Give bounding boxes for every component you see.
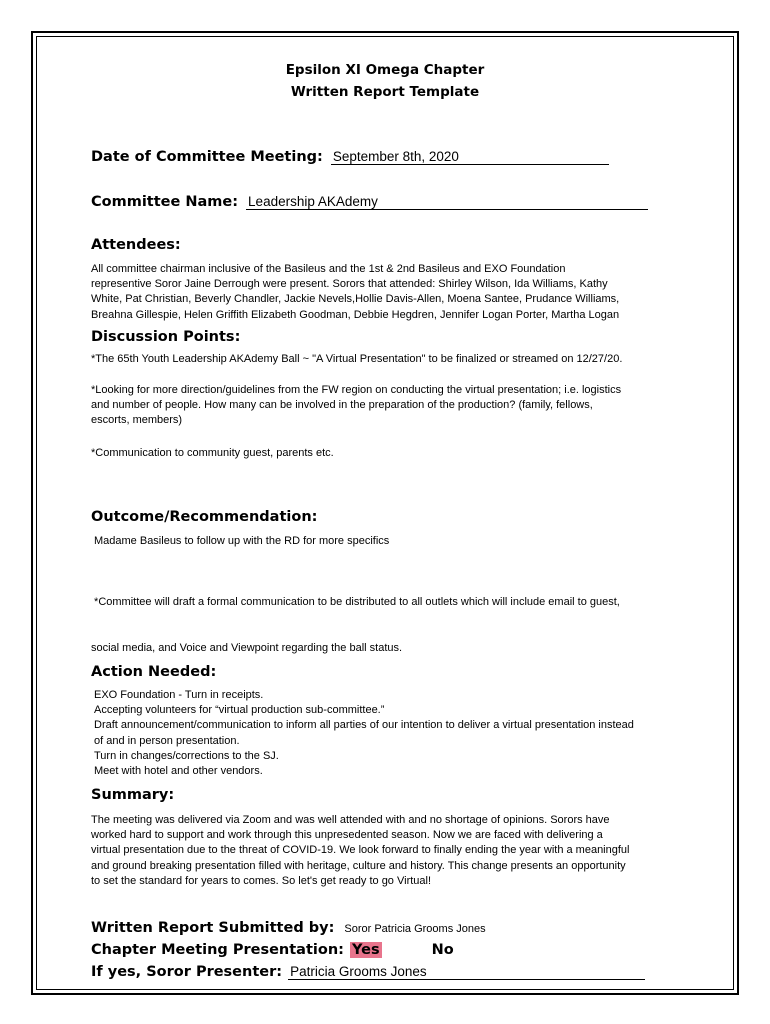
summary-line: virtual presentation due to the threat of COVID-19. We look forward to finally ending the year with a meaningful bbox=[91, 844, 630, 857]
discussion-point-3: *Communication to community guest, parents etc. bbox=[91, 447, 334, 459]
presenter-row bbox=[91, 963, 645, 981]
summary-line: and ground breaking presentation filled with heritage, culture and history. This change presents an opportunity bbox=[91, 859, 626, 872]
template-title: Written Report Template bbox=[290, 84, 480, 100]
presentation-row bbox=[91, 941, 454, 959]
outcome-heading: Outcome/Recommendation: bbox=[91, 509, 318, 525]
presenter-field[interactable]: Patricia Grooms Jones bbox=[288, 964, 645, 980]
action-item: Draft announcement/communication to inform all parties of our intention to deliver a virtual presentation instead bbox=[94, 719, 634, 732]
outcome-line: social media, and Voice and Viewpoint regarding the ball status. bbox=[91, 642, 403, 655]
action-list bbox=[94, 688, 634, 779]
submitted-by-label: Written Report Submitted by: bbox=[91, 920, 335, 936]
discussion-line: *Looking for more direction/guidelines from the FW region on conducting the virtual presentation; i.e. logistics bbox=[91, 384, 622, 396]
committee-name-label: Committee Name: bbox=[91, 194, 239, 210]
summary-heading: Summary: bbox=[91, 787, 175, 803]
action-item: Meet with hotel and other vendors. bbox=[94, 765, 263, 778]
attendees-line: White, Pat Christian, Beverly Chandler, Jackie Nevels,Hollie Davis-Allen, Moena Santee, Prudance Williams, bbox=[91, 293, 620, 306]
action-item: Accepting volunteers for “virtual production sub-committee.” bbox=[94, 704, 385, 717]
chapter-title: Epsilon XI Omega Chapter bbox=[285, 62, 485, 78]
submitted-by-row bbox=[91, 919, 486, 937]
summary-line: to set the standard for years to comes. So let's get ready to go Virtual! bbox=[91, 874, 432, 887]
discussion-line: and number of people. How many can be involved in the preparation of the production? (family, fellows, bbox=[91, 399, 593, 412]
action-item: EXO Foundation - Turn in receipts. bbox=[94, 689, 264, 701]
committee-name-field[interactable]: Leadership AKAdemy bbox=[246, 194, 648, 210]
outcome-line-2 bbox=[91, 565, 620, 671]
presenter-label: If yes, Soror Presenter: bbox=[91, 964, 283, 980]
submitted-by-value[interactable]: Soror Patricia Grooms Jones bbox=[344, 923, 486, 935]
committee-name-row bbox=[91, 193, 648, 211]
presentation-label: Chapter Meeting Presentation: bbox=[91, 942, 344, 958]
attendees-heading: Attendees: bbox=[91, 237, 181, 253]
discussion-line: escorts, members) bbox=[91, 414, 183, 427]
attendees-line: representive Soror Jaine Derrough were present. Sorors that attended: Shirley Wilson, Ida Williams, Kathy bbox=[91, 278, 608, 291]
meeting-date-field[interactable]: September 8th, 2020 bbox=[331, 149, 609, 165]
meeting-date-label: Date of Committee Meeting: bbox=[91, 149, 323, 165]
discussion-heading: Discussion Points: bbox=[91, 329, 241, 345]
action-item: Turn in changes/corrections to the SJ. bbox=[94, 749, 279, 762]
discussion-point-2 bbox=[91, 383, 621, 429]
yes-option[interactable]: Yes bbox=[351, 942, 380, 958]
summary-text bbox=[91, 813, 629, 889]
outcome-line-1: Madame Basileus to follow up with the RD for more specifics bbox=[94, 535, 390, 547]
attendees-text bbox=[91, 262, 619, 323]
outcome-line: *Committee will draft a formal communication to be distributed to all outlets which will include email to guest, bbox=[91, 596, 620, 609]
action-heading: Action Needed: bbox=[91, 664, 217, 680]
action-item: of and in person presentation. bbox=[94, 734, 240, 747]
no-option[interactable]: No bbox=[431, 942, 454, 958]
discussion-point-1: *The 65th Youth Leadership AKAdemy Ball ~ "A Virtual Presentation" to be finalized or streamed on 12/27/20. bbox=[91, 353, 623, 365]
summary-line: The meeting was delivered via Zoom and was well attended with and no shortage of opinions. Sorors have bbox=[91, 814, 610, 826]
meeting-date-row bbox=[91, 148, 609, 166]
attendees-line: All committee chairman inclusive of the Basileus and the 1st & 2nd Basileus and EXO Foundation bbox=[91, 263, 566, 275]
attendees-line: Breahna Gillespie, Helen Griffith Elizabeth Goodman, Debbie Hegdren, Jennifer Logan Porter, Martha Logan bbox=[91, 308, 620, 321]
summary-line: worked hard to support and work through this unpresedented season. Now we are faced with delivering a bbox=[91, 829, 603, 842]
